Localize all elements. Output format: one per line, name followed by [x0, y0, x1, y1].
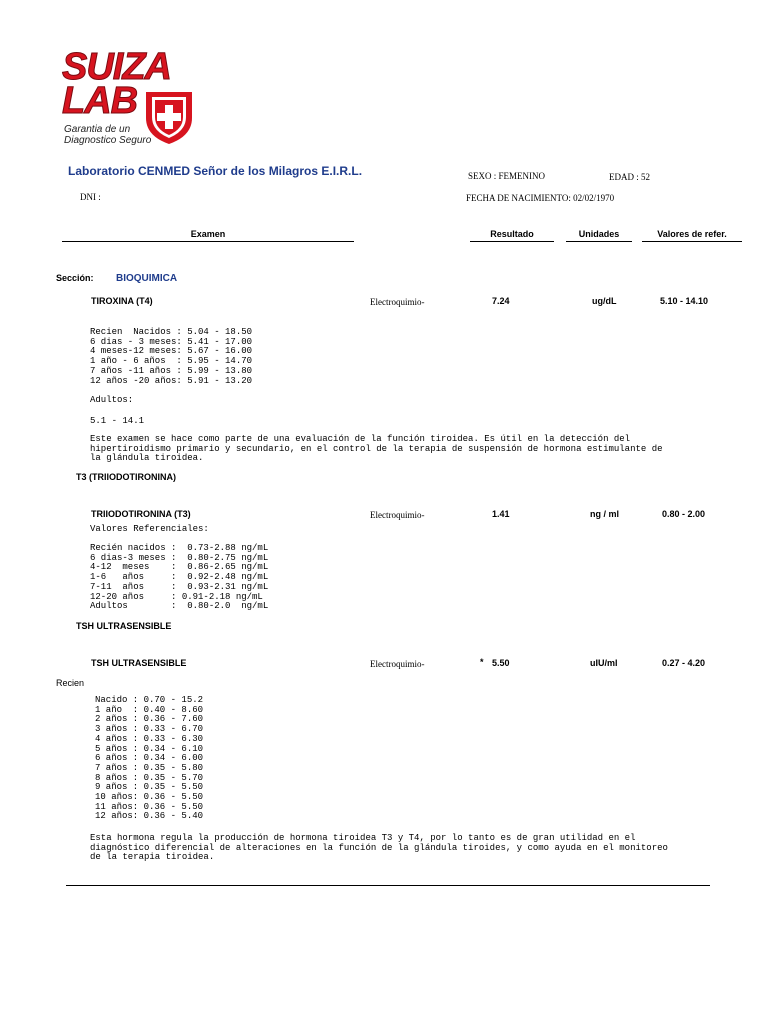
col-unidades-rule: [566, 241, 632, 242]
section-name: BIOQUIMICA: [116, 273, 178, 284]
test-recien-label: Recien: [56, 678, 85, 688]
test-method: Electroquimio-: [370, 510, 425, 520]
test-name: TRIIODOTIRONINA (T3): [91, 509, 191, 519]
test-reference: 0.27 - 4.20: [662, 658, 706, 668]
col-valores: Valores de refer.: [657, 229, 727, 239]
test-adults-label: Adultos:: [90, 395, 134, 405]
test-name: TIROXINA (T4): [91, 296, 153, 306]
logo-tagline1: Garantia de un: [64, 124, 131, 135]
test-unit: uIU/ml: [590, 658, 618, 668]
lab-name: Laboratorio CENMED Señor de los Milagros E.I.R.L.: [68, 164, 363, 178]
test-result: 5.50: [492, 658, 510, 668]
test-description: Este examen se hace como parte de una evaluación de la función tiroidea. Es útil en la detección del hipertiroidismo primario y secundario, en el control de la terapia de suspensión de hormona estimulante de la glándula tiroidea.: [90, 434, 663, 464]
test-method: Electroquimio-: [370, 297, 425, 307]
logo-line2: LAB: [62, 80, 138, 122]
logo-tagline2: Diagnostico Seguro: [64, 135, 152, 146]
col-resultado-rule: [470, 241, 554, 242]
test-flag: *: [480, 657, 484, 667]
section-label: Sección:: [56, 273, 94, 283]
test-result: 1.41: [492, 509, 510, 519]
test-unit: ug/dL: [592, 296, 617, 306]
patient-age: EDAD : 52: [609, 172, 650, 182]
test-notes: Recien Nacidos : 5.04 - 18.50 6 dias - 3 meses: 5.41 - 17.00 4 meses-12 meses: 5.67 - 16.00 1 año - 6 años : 5.95 - 14.70 7 años -11 años : 5.99 - 13.80 12 años -20 años: 5.91 - 13.20: [90, 327, 253, 386]
test-reference: 0.80 - 2.00: [662, 509, 706, 519]
patient-birthdate: FECHA DE NACIMIENTO: 02/02/1970: [466, 193, 615, 203]
col-examen-rule: [62, 241, 354, 242]
test-adults-value: 5.1 - 14.1: [90, 416, 145, 426]
test-method: Electroquimio-: [370, 659, 425, 669]
patient-sex: SEXO : FEMENINO: [468, 171, 546, 181]
test-name: TSH ULTRASENSIBLE: [91, 658, 187, 668]
test-unit: ng / ml: [590, 509, 619, 519]
col-unidades: Unidades: [578, 229, 620, 239]
test-notes: Recién nacidos : 0.73-2.88 ng/mL 6 dias-3 meses : 0.80-2.75 ng/mL 4-12 meses : 0.86-2.65 ng/mL 1-6 años : 0.92-2.48 ng/mL 7-11 años : 0.93-2.31 ng/mL 12-20 años : 0.91-2.18 ng/mL Adultos : 0.80-2.0 ng/mL: [90, 543, 269, 612]
col-examen: Examen: [190, 229, 226, 239]
test-description: Esta hormona regula la producción de hormona tiroidea T3 y T4, por lo tanto es de gran utilidad en el diagnóstico diferencial de alteraciones en la función de la glándula tiroides, y como ayuda en el monitoreo de la terapia tiroidea.: [90, 833, 668, 863]
test-reference: 5.10 - 14.10: [660, 296, 709, 306]
footer-rule: [66, 885, 710, 886]
logo-line1: SUIZA: [62, 46, 171, 88]
patient-dni: DNI :: [80, 192, 101, 202]
test-group-title: TSH ULTRASENSIBLE: [76, 621, 172, 631]
col-resultado: Resultado: [490, 229, 534, 239]
test-notes: Nacido : 0.70 - 15.2 1 año : 0.40 - 8.60 2 años : 0.36 - 7.60 3 años : 0.33 - 6.70 4 años : 0.33 - 6.30 5 años : 0.34 - 6.10 6 años : 0.34 - 6.00 7 años : 0.35 - 5.80 8 años : 0.35 - 5.70 9 años : 0.35 - 5.50 10 años: 0.36 - 5.50 11 años: 0.36 - 5.50 12 años: 0.36 - 5.40: [95, 695, 204, 822]
test-ref-label: Valores Referenciales:: [90, 524, 209, 534]
logo: [60, 48, 200, 148]
col-valores-rule: [642, 241, 742, 242]
test-group-title: T3 (TRIIODOTIRONINA): [76, 472, 176, 482]
test-result: 7.24: [492, 296, 510, 306]
